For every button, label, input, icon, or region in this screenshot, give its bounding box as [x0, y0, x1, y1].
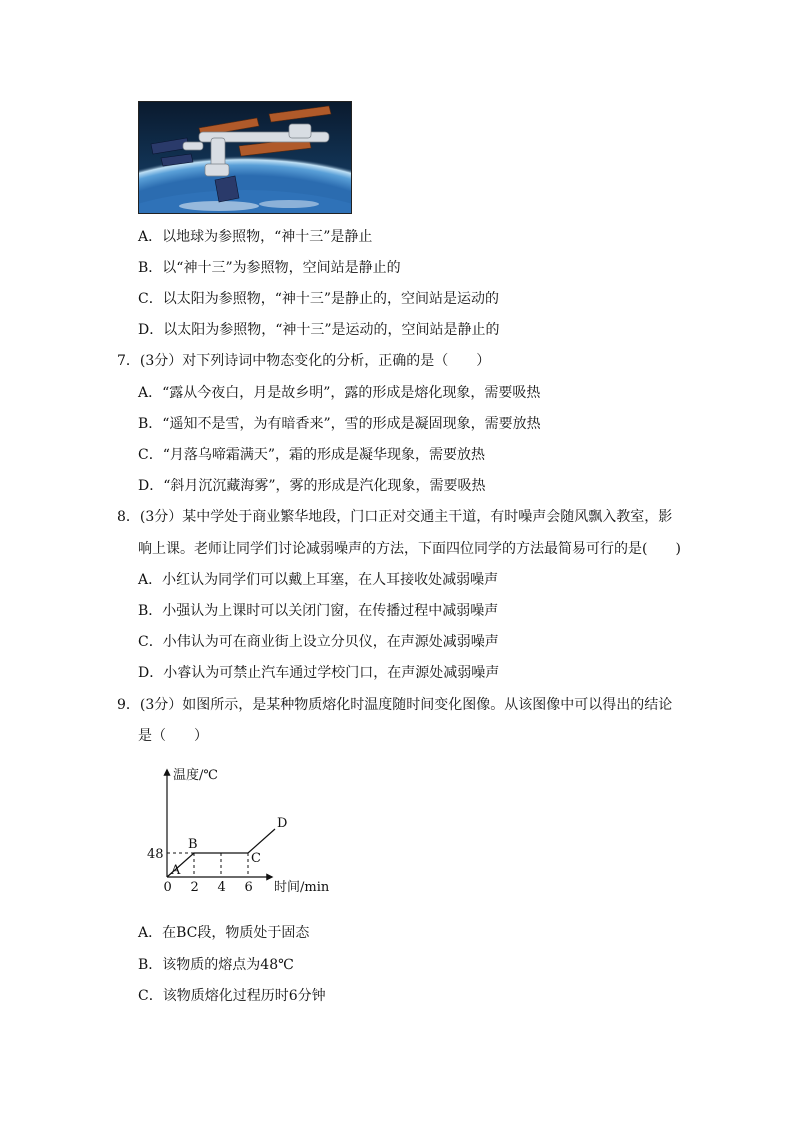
q7-option-b[interactable]: B．“遥知不是雪，为有暗香来”，雪的形成是凝固现象，需要放热: [138, 416, 541, 432]
space-station-illustration: [139, 102, 351, 213]
q6-option-a[interactable]: A．以地球为参照物，“神十三”是静止: [138, 229, 373, 245]
q6-option-d[interactable]: D．以太阳为参照物，“神十三”是运动的，空间站是静止的: [138, 322, 500, 338]
point-label-d: D: [277, 816, 288, 831]
x-tick-6: 6: [244, 880, 253, 895]
q9-option-a[interactable]: A．在BC段，物质处于固态: [138, 925, 310, 941]
q9-option-c[interactable]: C．该物质熔化过程历时6分钟: [138, 988, 326, 1004]
point-label-c: C: [251, 851, 261, 866]
melting-graph-svg: [140, 760, 380, 900]
q6-option-c[interactable]: C．以太阳为参照物，“神十三”是静止的，空间站是运动的: [138, 291, 500, 307]
q8-option-b[interactable]: B．小强认为上课时可以关闭门窗，在传播过程中减弱噪声: [138, 603, 499, 619]
x-tick-0: 0: [163, 880, 172, 895]
q7-option-c[interactable]: C．“月落乌啼霜满天”，霜的形成是凝华现象，需要放热: [138, 447, 486, 463]
q9-stem-line2: 是（ ）: [138, 728, 208, 744]
q9-stem-line1: 9．(3分）如图所示，是某种物质熔化时温度随时间变化图像。从该图像中可以得出的结论: [117, 697, 673, 713]
space-station-image: [138, 101, 352, 214]
q8-option-c[interactable]: C．小伟认为可在商业街上设立分贝仪，在声源处减弱噪声: [138, 634, 499, 650]
q7-option-a[interactable]: A．“露从今夜白，月是故乡明”，露的形成是熔化现象，需要吸热: [138, 385, 541, 401]
x-axis-label: 时间/min: [274, 880, 330, 895]
y-axis-label: 温度/℃: [173, 768, 218, 783]
q8-stem-line1: 8．(3分）某中学处于商业繁华地段，门口正对交通主干道，有时噪声会随风飘入教室，影: [117, 509, 673, 525]
q7-stem: 7．(3分）对下列诗词中物态变化的分析，正确的是（ ）: [117, 353, 491, 369]
q6-option-b[interactable]: B．以“神十三”为参照物，空间站是静止的: [138, 260, 401, 276]
q8-option-d[interactable]: D．小睿认为可禁止汽车通过学校门口，在声源处减弱噪声: [138, 665, 500, 681]
q8-stem-line2: 响上课。老师让同学们讨论减弱噪声的方法，下面四位同学的方法最简易可行的是( ): [138, 541, 681, 557]
q9-option-b[interactable]: B．该物质的熔点为48℃: [138, 957, 294, 973]
melting-graph: [140, 760, 380, 900]
q8-option-a[interactable]: A．小红认为同学们可以戴上耳塞，在人耳接收处减弱噪声: [138, 572, 499, 588]
x-tick-2: 2: [190, 880, 199, 895]
point-label-a: A: [171, 863, 181, 878]
y-tick-48: 48: [147, 847, 164, 862]
x-tick-4: 4: [217, 880, 226, 895]
point-label-b: B: [188, 837, 198, 852]
q7-option-d[interactable]: D．“斜月沉沉藏海雾”，雾的形成是汽化现象，需要吸热: [138, 478, 486, 494]
